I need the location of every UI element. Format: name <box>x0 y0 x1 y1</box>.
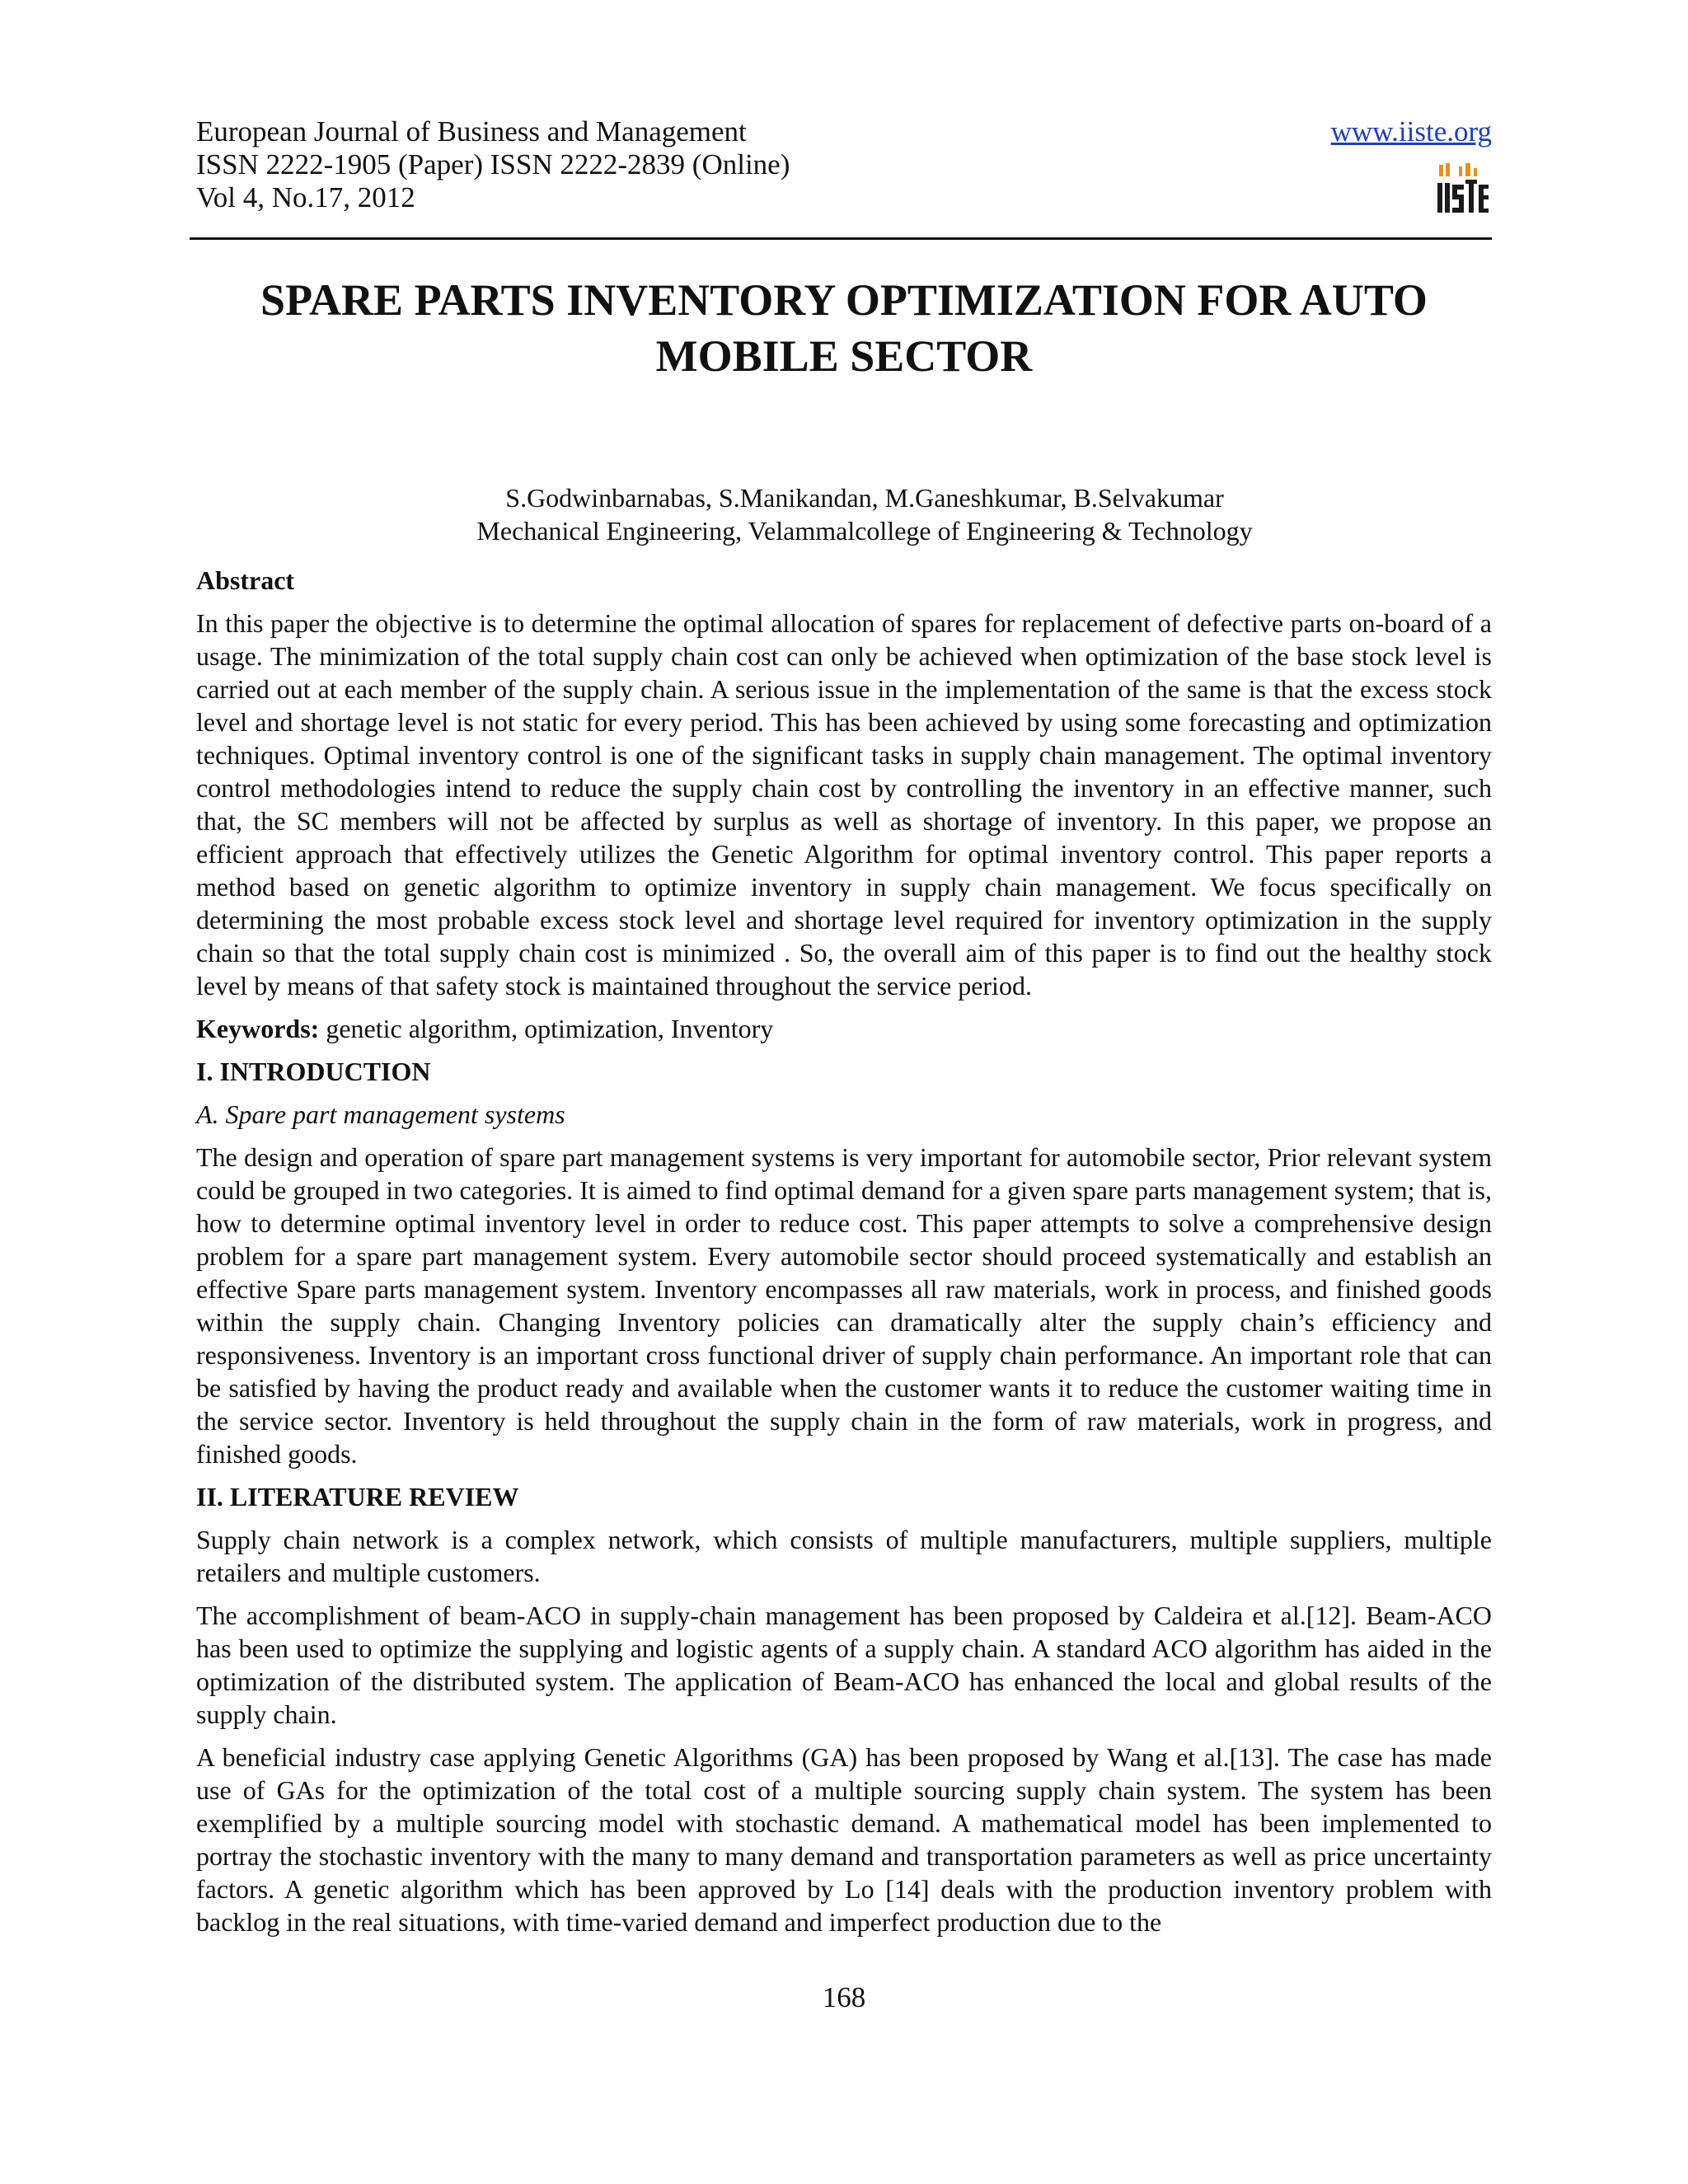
header-divider <box>190 237 1492 240</box>
iiste-logo <box>1434 162 1490 216</box>
literature-heading: II. LITERATURE REVIEW <box>196 1482 519 1511</box>
page-number: 168 <box>822 1981 866 2013</box>
introduction-subheading: A. Spare part management systems <box>196 1099 565 1129</box>
author-affiliation: Mechanical Engineering, Velammalcollege of Engineering & Technology <box>476 516 1253 546</box>
abstract-heading: Abstract <box>196 565 295 595</box>
author-names: S.Godwinbarnabas, S.Manikandan, M.Ganeshkumar, B.Selvakumar <box>505 483 1224 513</box>
journal-issn: ISSN 2222-1905 (Paper) ISSN 2222-2839 (Online) <box>196 148 790 180</box>
paper-body <box>196 564 1492 1948</box>
keywords-text: genetic algorithm, optimization, Inventory <box>319 1014 774 1043</box>
journal-volume: Vol 4, No.17, 2012 <box>196 181 415 213</box>
title-line-1: SPARE PARTS INVENTORY OPTIMIZATION FOR AUTO <box>260 275 1428 325</box>
keywords-label: Keywords: <box>196 1014 320 1043</box>
introduction-heading: I. INTRODUCTION <box>196 1057 431 1086</box>
keywords-line <box>196 1012 1492 1045</box>
literature-paragraph-3: A beneficial industry case applying Genetic Algorithms (GA) has been proposed by Wang et al.[13]. The case has made use of GAs for the optimization of the total cost of a multiple sourcing supply chain system. The system has been exemplified by a multiple sourcing model with stochastic demand. A mathematical model has been implemented to portray the stochastic inventory with the many to many demand and transportation parameters as well as price uncertainty factors. A genetic algorithm which has been approved by Lo [14] deals with the production inventory problem with backlog in the real situations, with time-varied demand and imperfect production due to the <box>196 1742 1492 1937</box>
abstract-text: In this paper the objective is to determine the optimal allocation of spares for replacement of defective parts on-board of a usage. The minimization of the total supply chain cost can only be achieved when optimization of the base stock level is carried out at each member of the supply chain. A serious issue in the implementation of the same is that the excess stock level and shortage level is not static for every period. This has been achieved by using some forecasting and optimization techniques. Optimal inventory control is one of the significant tasks in supply chain management. The optimal inventory control methodologies intend to reduce the supply chain cost by controlling the inventory in an effective manner, such that, the SC members will not be affected by surplus as well as shortage of inventory. In this paper, we propose an efficient approach that effectively utilizes the Genetic Algorithm for optimal inventory control. This paper reports a method based on genetic algorithm to optimize inventory in supply chain management. We focus specifically on determining the most probable excess stock level and shortage level required for inventory optimization in the supply chain so that the total supply chain cost is minimized . So, the overall aim of this paper is to find out the healthy stock level by means of that safety stock is maintained throughout the service period. <box>196 608 1492 1001</box>
journal-header <box>196 115 1492 239</box>
title-line-2: MOBILE SECTOR <box>655 331 1033 381</box>
introduction-text: The design and operation of spare part management systems is very important for automobile sector, Prior relevant system could be grouped in two categories. It is aimed to find optimal demand for a given spare parts management system; that is, how to determine optimal inventory level in order to reduce cost. This paper attempts to solve a comprehensive design problem for a spare part management system. Every automobile sector should proceed systematically and establish an effective Spare parts management system. Inventory encompasses all raw materials, work in process, and finished goods within the supply chain. Changing Inventory policies can dramatically alter the supply chain’s efficiency and responsiveness. Inventory is an important cross functional driver of supply chain performance. An important role that can be satisfied by having the product ready and available when the customer wants it to reduce the customer waiting time in the service sector. Inventory is held throughout the supply chain in the form of raw materials, work in progress, and finished goods. <box>196 1142 1492 1469</box>
journal-url-link[interactable]: www.iiste.org <box>1330 115 1492 148</box>
journal-info <box>196 115 1492 214</box>
literature-paragraph-2: The accomplishment of beam-ACO in supply-chain management has been proposed by Caldeira et al.[12]. Beam-ACO has been used to optimize the supplying and logistic agents of a supply chain. A standard ACO algorithm has aided in the optimization of the distributed system. The application of Beam-ACO has enhanced the local and global results of the supply chain. <box>196 1601 1492 1729</box>
journal-name: European Journal of Business and Management <box>196 115 747 148</box>
literature-paragraph-1: Supply chain network is a complex network, which consists of multiple manufacturers, multiple suppliers, multiple retailers and multiple customers. <box>196 1525 1492 1587</box>
author-block <box>196 481 1492 547</box>
paper-title <box>196 272 1492 384</box>
